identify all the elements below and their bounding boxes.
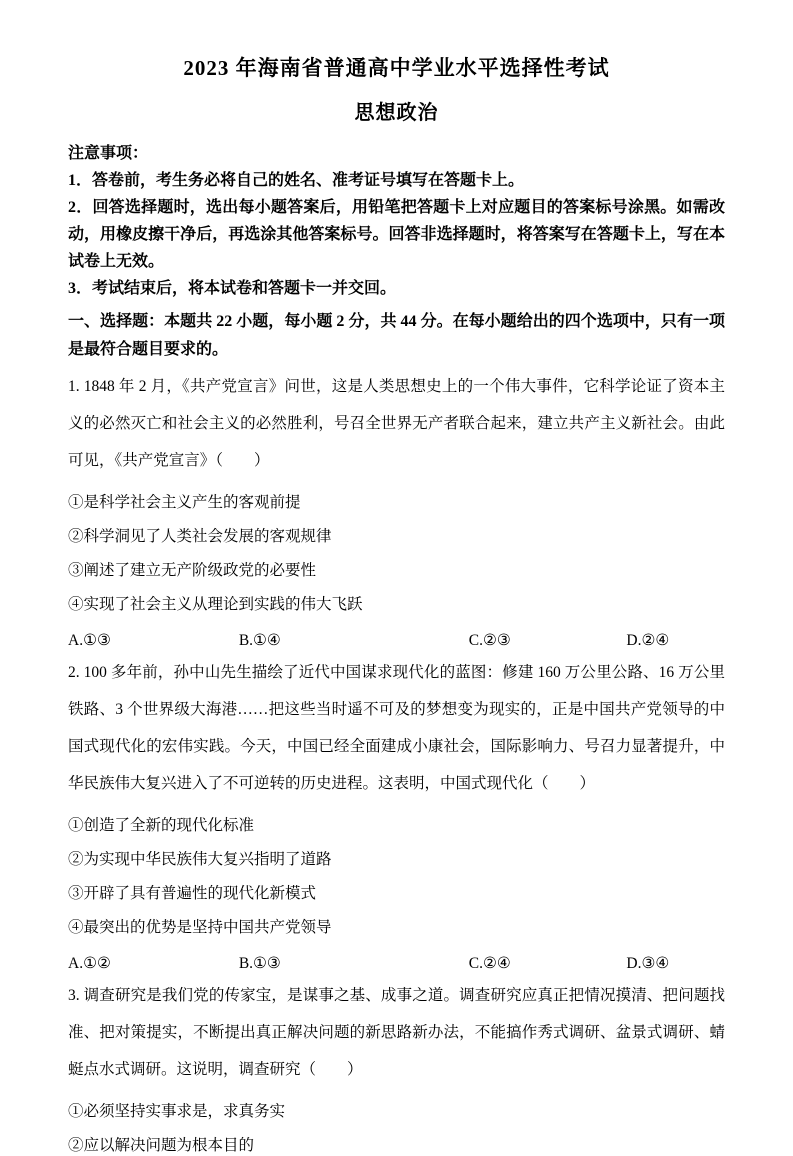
question-3: [68, 977, 725, 1156]
question-1-statement-1: ①是科学社会主义产生的客观前提: [68, 494, 301, 511]
choice-c: C.②③: [468, 632, 511, 649]
choice-b: B.①④: [238, 632, 281, 649]
choice-c: C.②④: [468, 955, 511, 972]
question-2-statement-1: ①创造了全新的现代化标准: [68, 817, 255, 834]
question-2-statement-2: ②为实现中华民族伟大复兴指明了道路: [68, 851, 332, 868]
question-2-choices: [68, 954, 725, 973]
question-3-stem: 3. 调查研究是我们党的传家宝，是谋事之基、成事之道。调查研究应真正把情况摸清、把问题找准、把对策提实，不断提出真正解决问题的新思路新办法，不能搞作秀式调研、盆景式调研、蜻蜓点水式调研。这说明，调查研究（ ）: [68, 987, 725, 1078]
question-1: [68, 368, 725, 650]
choice-d: D.②④: [626, 632, 670, 649]
choice-a: A.①②: [68, 955, 111, 972]
question-2-statement-3: ③开辟了具有普遍性的现代化新模式: [68, 885, 317, 902]
question-3-statement-2: ②应以解决问题为根本目的: [68, 1137, 255, 1154]
question-1-choices: [68, 631, 725, 650]
question-2-statement-4: ④最突出的优势是坚持中国共产党领导: [68, 919, 332, 936]
notice-item-3: 3．考试结束后，将本试卷和答题卡一并交回。: [68, 280, 397, 297]
question-2-stem: 2. 100 多年前，孙中山先生描绘了近代中国谋求现代化的蓝图：修建 160 万公里公路、16 万公里铁路、3 个世界级大海港……把这些当时遥不可及的梦想变为现实的，正是中国共产党领导的中国式现代化的宏伟实践。今天，中国已经全面建成小康社会，国际影响力、号召力显著提升，中华民族伟大复兴进入了不可逆转的历史进程。这表明，中国式现代化（ ）: [68, 664, 725, 792]
notice-heading: 注意事项：: [68, 145, 149, 162]
question-3-statement-1: ①必须坚持实事求是，求真务实: [68, 1103, 286, 1120]
question-1-statement-4: ④实现了社会主义从理论到实践的伟大飞跃: [68, 596, 363, 613]
section-heading-choice: 一、选择题：本题共 22 小题，每小题 2 分，共 44 分。在每小题给出的四个选项中，只有一项是最符合题目要求的。: [68, 313, 725, 358]
paper-title: 2023 年海南省普通高中学业水平选择性考试: [183, 56, 610, 80]
choice-d: D.③④: [626, 955, 670, 972]
paper-subject: 思想政治: [354, 102, 439, 124]
question-1-stem: 1. 1848 年 2 月，《共产党宣言》问世，这是人类思想史上的一个伟大事件，它科学论证了资本主义的必然灭亡和社会主义的必然胜利，号召全世界无产者联合起来，建立共产主义新社会。由此可见，《共产党宣言》（ ）: [68, 378, 725, 469]
notice-section: [68, 141, 725, 302]
choice-a: A.①③: [68, 632, 111, 649]
question-1-statement-3: ③阐述了建立无产阶级政党的必要性: [68, 562, 317, 579]
notice-item-1: 1．答卷前，考生务必将自己的姓名、准考证号填写在答题卡上。: [68, 172, 525, 189]
question-1-statement-2: ②科学洞见了人类社会发展的客观规律: [68, 528, 332, 545]
choice-b: B.①③: [238, 955, 281, 972]
notice-item-2: 2．回答选择题时，选出每小题答案后，用铅笔把答题卡上对应题目的答案标号涂黑。如需改动，用橡皮擦干净后，再选涂其他答案标号。回答非选择题时，将答案写在答题卡上，写在本试卷上无效。: [68, 199, 725, 270]
question-2: [68, 654, 725, 973]
